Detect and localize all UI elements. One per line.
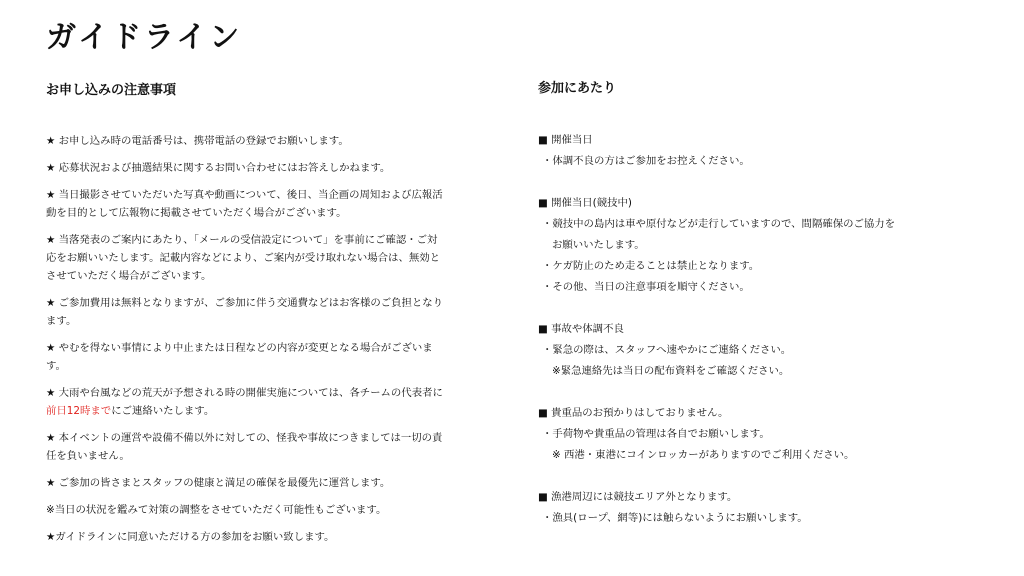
note-item: ★ 応募状況および抽選結果に関するお問い合わせにはお答えしかねます。 xyxy=(46,162,391,174)
note-text: にご連絡いたします。 xyxy=(111,405,215,417)
participation-group xyxy=(538,319,958,382)
note-highlight-deadline: 前日12時まで xyxy=(46,405,112,417)
note-item: ★ガイドラインに同意いただける方の参加をお願い致します。 xyxy=(46,531,335,543)
note-item: ★ ご参加費用は無料となりますが、ご参加に伴う交通費などはお客様のご負担となります。 xyxy=(46,297,444,327)
group-line: ・ケガ防止のため走ることは禁止となります。 xyxy=(542,260,760,272)
group-line: ・緊急の際は、スタッフへ速やかにご連絡ください。 xyxy=(542,344,792,356)
note-item: ★ ご参加の皆さまとスタッフの健康と満足の確保を最優先に運営します。 xyxy=(46,477,391,489)
group-line: ・漁具(ロープ、網等)には触らないようにお願いします。 xyxy=(542,512,808,524)
note-item: ★ お申し込み時の電話番号は、携帯電話の登録でお願いします。 xyxy=(46,135,349,147)
group-title: ■ 開催当日 xyxy=(538,134,593,146)
participation-group xyxy=(538,130,958,172)
group-title: ■ 開催当日(競技中) xyxy=(538,197,632,209)
note-item xyxy=(46,384,444,420)
note-item: ★ 当日撮影させていただいた写真や動画について、後日、当企画の周知および広報活動を目的として広報物に掲載させていただく場合がございます。 xyxy=(46,189,443,219)
participation-heading: 参加にあたり xyxy=(538,81,617,96)
group-line: ※ 西港・東港にコインロッカーがありますのでご利用ください。 xyxy=(552,449,855,461)
participation-group xyxy=(538,193,958,298)
application-notes-list xyxy=(46,132,446,546)
note-item: ★ 本イベントの運営や設備不備以外に対しての、怪我や事故につきましては一切の責任を負いません。 xyxy=(46,432,443,462)
note-item: ★ 当落発表のご案内にあたり、「メールの受信設定について」を事前にご確認・ご対応をお願いいたします。記載内容などにより、ご案内が受け取れない場合は、無効とさせていただく場合がございます。 xyxy=(46,234,441,282)
application-notes-section xyxy=(46,80,446,555)
group-line: お願いいたします。 xyxy=(552,239,645,251)
group-line: ・競技中の島内は車や原付などが走行していますので、間隔確保のご協力を xyxy=(542,218,896,230)
group-title: ■ 貴重品のお預かりはしておりません。 xyxy=(538,407,729,419)
group-title: ■ 漁港周辺には競技エリア外となります。 xyxy=(538,491,738,503)
application-notes-heading: お申し込みの注意事項 xyxy=(46,83,177,98)
note-text: ★ 大雨や台風などの荒天が予想される時の開催実施については、各チームの代表者に xyxy=(46,387,443,399)
group-line: ・その他、当日の注意事項を順守ください。 xyxy=(542,281,750,293)
page-title: ガイドライン xyxy=(46,20,243,55)
group-line: ※緊急連絡先は当日の配布資料をご確認ください。 xyxy=(552,365,790,377)
note-item: ※当日の状況を鑑みて対策の調整をさせていただく可能性もございます。 xyxy=(46,504,387,516)
participation-section xyxy=(538,78,958,550)
participation-groups xyxy=(538,130,958,529)
participation-group xyxy=(538,487,958,529)
participation-group xyxy=(538,403,958,466)
group-line: ・手荷物や貴重品の管理は各自でお願いします。 xyxy=(542,428,770,440)
note-item: ★ やむを得ない事情により中止または日程などの内容が変更となる場合がございます。 xyxy=(46,342,433,372)
group-title: ■ 事故や体調不良 xyxy=(538,323,624,335)
group-line: ・体調不良の方はご参加をお控えください。 xyxy=(542,155,750,167)
